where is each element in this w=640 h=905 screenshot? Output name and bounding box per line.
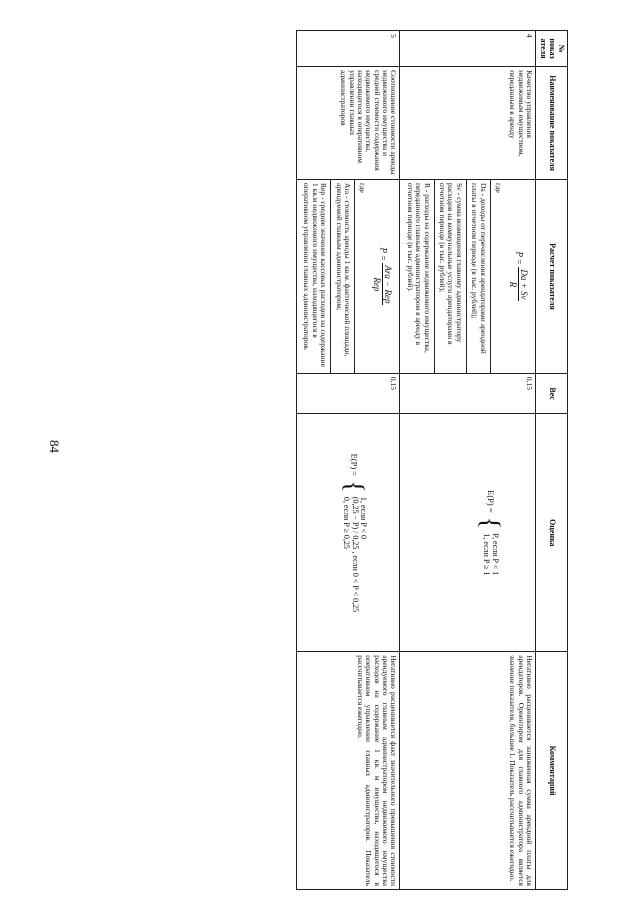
where-label: где [493, 183, 503, 193]
brace-icon: { [340, 480, 370, 493]
eval-cases [341, 497, 368, 612]
eval-case: 1, если P ≥ 1 [482, 533, 492, 576]
calc-note: Sv - сумма возмещения главному администратору расходов на коммунальные услуги арендаторами в отчетном периоде (в тыс. рублей); [438, 183, 464, 345]
calc-note: R - расходы на содержание недвижимого имущества, переданного главным администратором в аренду в отчетном периоде (в тыс. рублей). [405, 183, 432, 353]
eval-lhs: E(P) = [350, 453, 361, 477]
header-name: Наименование показателя [536, 67, 568, 180]
row-eval [400, 414, 536, 652]
row-weight: 0,15 [400, 373, 536, 414]
row-name: Качество управления недвижимым имуществом, переданным в аренду [400, 67, 536, 180]
formula-denominator: Rep [372, 277, 383, 292]
header-eval: Оценка [536, 414, 568, 652]
table-row [296, 31, 400, 890]
formula-lhs: P = [514, 251, 525, 266]
eval-formula [476, 417, 506, 648]
formula-fraction [372, 263, 393, 305]
calc-formula [372, 183, 393, 370]
formula-lhs: P = [378, 247, 389, 262]
row-calc [296, 180, 400, 374]
header-comment: Комментарий [536, 652, 568, 890]
eval-lhs: E(P) = [486, 490, 497, 513]
row-num: 5 [296, 31, 400, 67]
indicators-table [296, 30, 568, 890]
eval-case: 0, если P ≥ 0,25 [341, 496, 351, 549]
formula-numerator: Da + Sv [519, 269, 530, 300]
brace-icon: { [476, 516, 506, 530]
calc-formula [508, 183, 529, 370]
row-comment: Негативно расценивается факт значительного превышения стоимости арендуемого главным администратором недвижимого имущества расходов на содержание 1 кв. м имущества, находящегося в оперативном управлении главных администраторов. Показатель рассчитывается ежегодно. [296, 652, 400, 890]
header-calc: Расчет показателя [536, 180, 568, 374]
calc-note: Da - доходы от перечисления арендаторами арендной платы в отчетном периоде (в тыс. рублей); [470, 183, 488, 354]
page-number: 84 [47, 440, 62, 453]
formula-fraction [508, 267, 529, 301]
where-label: где [358, 183, 368, 193]
row-name: Соотношение стоимости аренды недвижимого имущества и средней стоимости содержания недвижимого имущества, находящегося в оперативном управлении главных администраторов [296, 67, 400, 180]
formula-denominator: R [508, 281, 519, 288]
eval-case: P, если P < 1 [491, 533, 501, 576]
calc-note: Rep - среднее значение кассовых расходов на содержание 1 кв.м недвижимого имущества, находящегося в оперативном управлении главных администраторов. [302, 183, 329, 367]
row-comment: Негативно расценивается заниженная сумма арендной платы для арендаторов. Ориентиром для главного администратора является значение показателя, большее 1. Показатель рассчитывается ежегодно. [400, 652, 536, 890]
eval-cases [481, 533, 499, 575]
table-row [400, 31, 536, 890]
header-row [536, 31, 568, 890]
eval-case: (0,25 − P) / 0,25 , если 0 < P < 0,25 [350, 496, 360, 613]
row-weight: 0,15 [296, 373, 400, 414]
row-calc [400, 180, 536, 374]
eval-case: 1, если P < 0 [359, 496, 369, 540]
row-num: 4 [400, 31, 536, 67]
header-weight: Вес [536, 373, 568, 414]
formula-numerator: Ara − Rep [383, 265, 394, 304]
eval-formula [341, 417, 368, 648]
row-eval [296, 414, 400, 652]
header-num: № показ ателя [536, 31, 568, 67]
calc-note: Ara - стоимость аренды 1 кв.м. фактической площади, арендуемой главным администратором; [334, 183, 352, 357]
